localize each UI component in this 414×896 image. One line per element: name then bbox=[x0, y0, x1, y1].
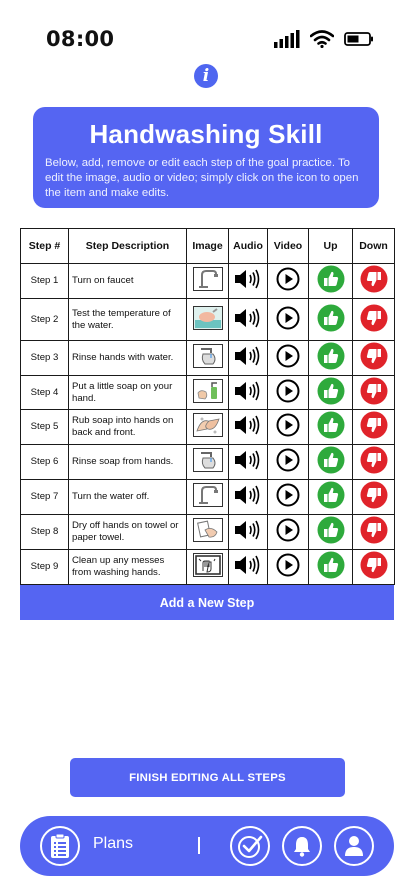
move-down-cell[interactable] bbox=[353, 299, 395, 341]
move-up-cell[interactable] bbox=[309, 445, 353, 480]
move-down-cell[interactable] bbox=[353, 410, 395, 445]
header-up: Up bbox=[309, 229, 353, 264]
table-row bbox=[21, 480, 395, 515]
thumbs-down-icon[interactable] bbox=[360, 304, 388, 336]
play-icon[interactable] bbox=[276, 448, 300, 476]
step-image-cell[interactable] bbox=[187, 480, 229, 515]
speaker-icon[interactable] bbox=[233, 345, 263, 371]
table-row bbox=[21, 550, 395, 585]
faucet-icon[interactable] bbox=[193, 267, 223, 295]
step-audio-cell[interactable] bbox=[229, 410, 268, 445]
speaker-icon[interactable] bbox=[233, 380, 263, 406]
thumbs-down-icon[interactable] bbox=[360, 411, 388, 443]
header-step: Step # bbox=[21, 229, 69, 264]
step-number: Step 6 bbox=[21, 445, 69, 480]
step-video-cell[interactable] bbox=[268, 376, 309, 410]
step-description[interactable]: Rinse hands with water. bbox=[69, 341, 187, 376]
step-video-cell[interactable] bbox=[268, 445, 309, 480]
rinse-hands-icon[interactable] bbox=[193, 448, 223, 476]
table-row bbox=[21, 299, 395, 341]
thumbs-down-icon[interactable] bbox=[360, 342, 388, 374]
play-icon[interactable] bbox=[276, 379, 300, 407]
table-row bbox=[21, 445, 395, 480]
table-row bbox=[21, 264, 395, 299]
info-icon[interactable]: i bbox=[194, 64, 218, 88]
move-down-cell[interactable] bbox=[353, 550, 395, 585]
step-number: Step 1 bbox=[21, 264, 69, 299]
thumbs-up-icon[interactable] bbox=[317, 265, 345, 297]
bottom-nav bbox=[20, 816, 394, 876]
step-image-cell[interactable] bbox=[187, 515, 229, 550]
page-description: Below, add, remove or edit each step of the goal practice. To edit the image, audio or video; simply click on the icon to open the item and make edits. bbox=[45, 157, 359, 199]
thumbs-up-icon[interactable] bbox=[317, 516, 345, 548]
table-row bbox=[21, 515, 395, 550]
step-description[interactable]: Turn the water off. bbox=[69, 480, 187, 515]
nav-divider bbox=[198, 837, 200, 854]
step-number: Step 8 bbox=[21, 515, 69, 550]
step-description[interactable]: Clean up any messes from washing hands. bbox=[69, 550, 187, 585]
table-row bbox=[21, 376, 395, 410]
thumbs-up-icon[interactable] bbox=[317, 342, 345, 374]
header-video: Video bbox=[268, 229, 309, 264]
bell-icon bbox=[292, 835, 312, 857]
check-circle-icon bbox=[237, 833, 263, 859]
thumbs-down-icon[interactable] bbox=[360, 265, 388, 297]
play-icon[interactable] bbox=[276, 306, 300, 334]
rinse-hands-icon[interactable] bbox=[193, 344, 223, 372]
header-description: Step Description bbox=[69, 229, 187, 264]
status-time: 08:00 bbox=[46, 27, 115, 51]
add-step-button[interactable]: Add a New Step bbox=[20, 585, 394, 620]
move-down-cell[interactable] bbox=[353, 445, 395, 480]
thumbs-up-icon[interactable] bbox=[317, 551, 345, 583]
thumbs-down-icon[interactable] bbox=[360, 481, 388, 513]
step-image-cell[interactable] bbox=[187, 550, 229, 585]
step-description[interactable]: Dry off hands on towel or paper towel. bbox=[69, 515, 187, 550]
speaker-icon[interactable] bbox=[233, 307, 263, 333]
notifications-nav-button[interactable] bbox=[282, 826, 322, 866]
battery-icon bbox=[344, 31, 374, 47]
step-description[interactable]: Rub soap into hands on back and front. bbox=[69, 410, 187, 445]
step-description[interactable]: Test the temperature of the water. bbox=[69, 299, 187, 341]
step-audio-cell[interactable] bbox=[229, 515, 268, 550]
step-description[interactable]: Rinse soap from hands. bbox=[69, 445, 187, 480]
move-down-cell[interactable] bbox=[353, 341, 395, 376]
move-down-cell[interactable] bbox=[353, 264, 395, 299]
towel-icon[interactable] bbox=[193, 518, 223, 546]
move-up-cell[interactable] bbox=[309, 410, 353, 445]
step-image-cell[interactable] bbox=[187, 341, 229, 376]
speaker-icon[interactable] bbox=[233, 554, 263, 580]
step-audio-cell[interactable] bbox=[229, 341, 268, 376]
move-up-cell[interactable] bbox=[309, 264, 353, 299]
thumbs-up-icon[interactable] bbox=[317, 377, 345, 409]
user-icon bbox=[344, 835, 364, 857]
step-audio-cell[interactable] bbox=[229, 445, 268, 480]
move-down-cell[interactable] bbox=[353, 376, 395, 410]
move-down-cell[interactable] bbox=[353, 515, 395, 550]
step-video-cell[interactable] bbox=[268, 480, 309, 515]
header-audio: Audio bbox=[229, 229, 268, 264]
steps-table bbox=[20, 228, 395, 585]
play-icon[interactable] bbox=[276, 344, 300, 372]
status-icons bbox=[274, 30, 374, 48]
step-image-cell[interactable] bbox=[187, 264, 229, 299]
clipboard-icon bbox=[49, 833, 71, 859]
step-audio-cell[interactable] bbox=[229, 480, 268, 515]
faucet-icon[interactable] bbox=[193, 483, 223, 511]
step-audio-cell[interactable] bbox=[229, 299, 268, 341]
step-video-cell[interactable] bbox=[268, 410, 309, 445]
thumbs-down-icon[interactable] bbox=[360, 446, 388, 478]
header-card bbox=[33, 107, 379, 208]
move-up-cell[interactable] bbox=[309, 515, 353, 550]
table-row bbox=[21, 410, 395, 445]
page-title: Handwashing Skill bbox=[89, 119, 323, 149]
play-icon[interactable] bbox=[276, 267, 300, 295]
step-video-cell[interactable] bbox=[268, 550, 309, 585]
rub-hands-icon[interactable] bbox=[193, 413, 223, 441]
step-description[interactable]: Put a little soap on your hand. bbox=[69, 376, 187, 410]
table-header-row bbox=[21, 229, 395, 264]
wipe-surface-icon[interactable] bbox=[193, 553, 223, 581]
step-number: Step 3 bbox=[21, 341, 69, 376]
step-number: Step 4 bbox=[21, 376, 69, 410]
status-bar bbox=[0, 0, 414, 70]
plans-nav-button[interactable] bbox=[40, 826, 80, 866]
step-number: Step 2 bbox=[21, 299, 69, 341]
thumbs-up-icon[interactable] bbox=[317, 481, 345, 513]
move-up-cell[interactable] bbox=[309, 299, 353, 341]
wifi-icon bbox=[310, 30, 334, 48]
step-audio-cell[interactable] bbox=[229, 550, 268, 585]
header-down: Down bbox=[353, 229, 395, 264]
play-icon[interactable] bbox=[276, 483, 300, 511]
thumbs-down-icon[interactable] bbox=[360, 551, 388, 583]
step-audio-cell[interactable] bbox=[229, 264, 268, 299]
speaker-icon[interactable] bbox=[233, 449, 263, 475]
speaker-icon[interactable] bbox=[233, 268, 263, 294]
thumbs-down-icon[interactable] bbox=[360, 377, 388, 409]
step-video-cell[interactable] bbox=[268, 264, 309, 299]
soap-dispenser-icon[interactable] bbox=[193, 379, 223, 407]
thumbs-up-icon[interactable] bbox=[317, 411, 345, 443]
move-up-cell[interactable] bbox=[309, 480, 353, 515]
step-description[interactable]: Turn on faucet bbox=[69, 264, 187, 299]
move-down-cell[interactable] bbox=[353, 480, 395, 515]
thumbs-up-icon[interactable] bbox=[317, 304, 345, 336]
speaker-icon[interactable] bbox=[233, 484, 263, 510]
step-image-cell[interactable] bbox=[187, 376, 229, 410]
play-icon[interactable] bbox=[276, 413, 300, 441]
step-number: Step 7 bbox=[21, 480, 69, 515]
thumbs-up-icon[interactable] bbox=[317, 446, 345, 478]
play-icon[interactable] bbox=[276, 553, 300, 581]
play-icon[interactable] bbox=[276, 518, 300, 546]
signal-icon bbox=[274, 30, 300, 48]
move-up-cell[interactable] bbox=[309, 376, 353, 410]
step-image-cell[interactable] bbox=[187, 299, 229, 341]
finish-editing-button[interactable]: FINISH EDITING ALL STEPS bbox=[70, 758, 345, 797]
step-audio-cell[interactable] bbox=[229, 376, 268, 410]
hand-water-icon[interactable] bbox=[193, 306, 223, 334]
step-number: Step 5 bbox=[21, 410, 69, 445]
thumbs-down-icon[interactable] bbox=[360, 516, 388, 548]
step-video-cell[interactable] bbox=[268, 299, 309, 341]
checklist-nav-button[interactable] bbox=[230, 826, 270, 866]
move-up-cell[interactable] bbox=[309, 341, 353, 376]
header-image: Image bbox=[187, 229, 229, 264]
move-up-cell[interactable] bbox=[309, 550, 353, 585]
speaker-icon[interactable] bbox=[233, 414, 263, 440]
step-image-cell[interactable] bbox=[187, 445, 229, 480]
table-row bbox=[21, 341, 395, 376]
plans-nav-label[interactable]: Plans bbox=[93, 835, 134, 852]
step-image-cell[interactable] bbox=[187, 410, 229, 445]
step-video-cell[interactable] bbox=[268, 341, 309, 376]
speaker-icon[interactable] bbox=[233, 519, 263, 545]
step-number: Step 9 bbox=[21, 550, 69, 585]
profile-nav-button[interactable] bbox=[334, 826, 374, 866]
step-video-cell[interactable] bbox=[268, 515, 309, 550]
